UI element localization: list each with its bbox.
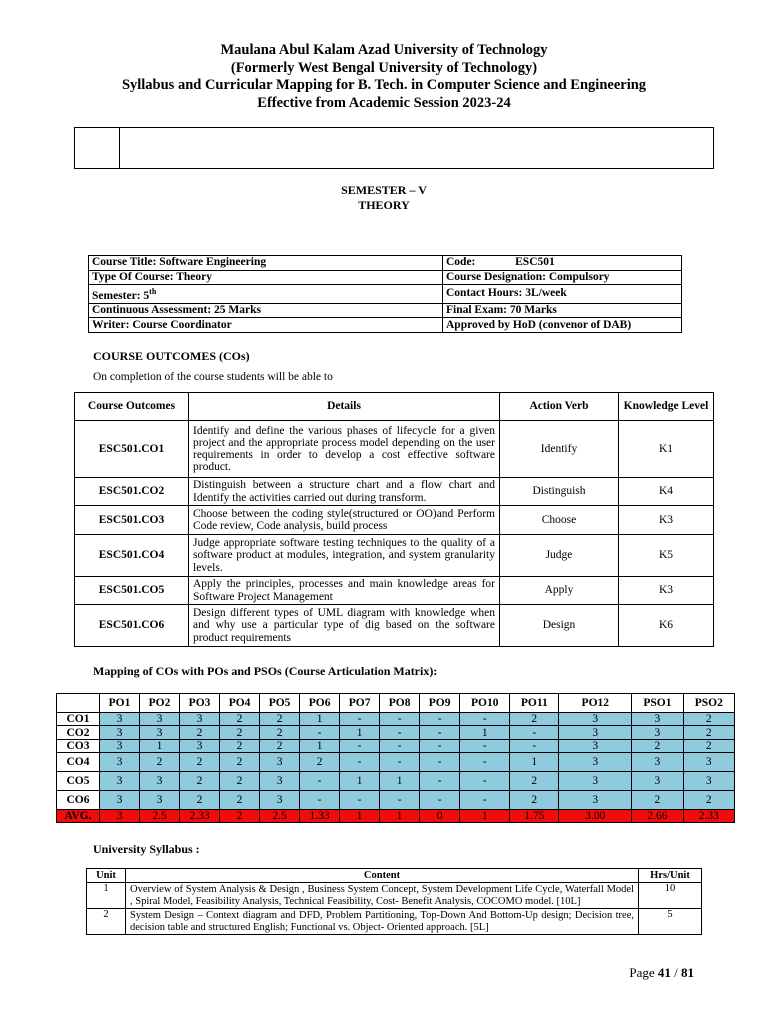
contact-hours: Contact Hours: 3L/week [443,285,682,304]
matrix-cell: 3 [140,713,180,726]
matrix-cell: 3 [100,740,140,753]
matrix-cell: 1 [340,772,380,791]
matrix-cell: 3 [559,713,632,726]
matrix-cell: 3 [100,753,140,772]
col-header: Details [189,393,500,421]
matrix-cell: 2 [220,810,260,823]
page-total: 81 [681,965,694,980]
matrix-cell: 2 [510,713,559,726]
co-details: Distinguish between a structure chart and a flow chart and Identify the activities carried out during transform. [189,478,500,506]
col-header: PO7 [340,694,380,713]
matrix-row-label: CO1 [57,713,100,726]
table-row [87,909,702,935]
matrix-cell: - [300,772,340,791]
co-verb: Identify [500,421,619,478]
unit-hours: 5 [639,909,702,935]
box-divider [119,128,120,168]
matrix-cell: 2 [180,791,220,810]
matrix-cell: - [380,726,420,740]
matrix-cell: 1 [460,726,510,740]
approved-by: Approved by HoD (convenor of DAB) [443,318,682,333]
matrix-cell: 2.5 [140,810,180,823]
table-row [75,421,714,478]
co-details: Apply the principles, processes and main knowledge areas for Software Project Management [189,577,500,605]
matrix-cell: - [510,726,559,740]
table-header-row [75,393,714,421]
page-label: Page [629,965,658,980]
col-header: Course Outcomes [75,393,189,421]
continuous-assessment: Continuous Assessment: 25 Marks [89,303,443,318]
matrix-cell: 1.75 [510,810,559,823]
articulation-matrix [56,693,735,823]
matrix-cell: - [380,791,420,810]
semester-label: SEMESTER – V [341,183,427,197]
matrix-cell: 3 [559,791,632,810]
co-details: Identify and define the various phases of lifecycle for a given project and the appropriate process model depending on the user requirements in order to develop a cost effective software product. [189,421,500,478]
matrix-cell: - [380,753,420,772]
matrix-cell: 3 [632,713,683,726]
university-name: Maulana Abul Kalam Azad University of Technology [220,42,548,58]
matrix-cell: 1 [380,772,420,791]
matrix-row-label: CO2 [57,726,100,740]
matrix-cell: - [460,772,510,791]
matrix-cell: 0 [420,810,460,823]
matrix-cell: 2 [220,726,260,740]
matrix-row-label: CO3 [57,740,100,753]
matrix-body [57,713,735,823]
matrix-cell: 3 [140,726,180,740]
col-header: PO12 [559,694,632,713]
code-value: ESC501 [515,256,555,269]
matrix-cell: 1 [340,726,380,740]
matrix-cell: 3 [180,740,220,753]
course-outcomes-intro: On completion of the course students will be able to [93,371,333,383]
co-code: ESC501.CO4 [75,535,189,577]
matrix-row [57,713,735,726]
table-row [75,478,714,506]
col-header: PSO2 [683,694,734,713]
unit-hours: 10 [639,883,702,909]
course-outcomes-heading: COURSE OUTCOMES (COs) [93,349,250,363]
matrix-cell: 2 [260,726,300,740]
matrix-row-label: AVG. [57,810,100,823]
matrix-corner [57,694,100,713]
course-outcomes-table [74,392,714,647]
matrix-cell: 1.33 [300,810,340,823]
co-details: Design different types of UML diagram with knowledge when and why use a particular type of dig based on the software product requirements [189,605,500,647]
syllabus-heading: University Syllabus : [93,842,200,856]
matrix-cell: 3 [100,791,140,810]
mapping-heading: Mapping of COs with POs and PSOs (Course Articulation Matrix): [93,664,438,678]
matrix-cell: - [460,713,510,726]
matrix-cell: 3 [260,772,300,791]
syllabus-title: Syllabus and Curricular Mapping for B. Tech. in Computer Science and Engineering [121,77,647,93]
co-verb: Distinguish [500,478,619,506]
matrix-cell: 2.5 [260,810,300,823]
course-code-cell [443,256,682,271]
info-row [89,318,682,333]
table-header-row [87,869,702,883]
co-details: Choose between the coding style(structured or OO)and Perform Code review, Code analysis, build process [189,506,500,535]
matrix-cell: 3 [632,753,683,772]
col-header: Hrs/Unit [639,869,702,883]
matrix-cell: 1 [340,810,380,823]
university-former-name: (Formerly West Bengal University of Technology) [230,59,538,76]
co-code: ESC501.CO1 [75,421,189,478]
matrix-cell: 3 [683,753,734,772]
matrix-cell: - [380,740,420,753]
matrix-avg-row [57,810,735,823]
matrix-cell: 2 [300,753,340,772]
matrix-cell: 1 [300,713,340,726]
matrix-cell: - [380,713,420,726]
unit-number: 2 [87,909,126,935]
col-header: PO4 [220,694,260,713]
matrix-cell: - [340,753,380,772]
matrix-cell: - [460,740,510,753]
matrix-row [57,753,735,772]
course-type: Type Of Course: Theory [89,270,443,285]
matrix-cell: 2 [510,772,559,791]
code-label: Code: [446,256,476,269]
matrix-row-label: CO6 [57,791,100,810]
semester-sup: th [149,287,157,296]
info-row [89,270,682,285]
table-row [75,577,714,605]
unit-content: Overview of System Analysis & Design , Business System Concept, System Development Life Cycle, Waterfall Model , Spiral Model, Feasibility Analysis, Technical Feasibility, Cost- Benefit Analysis, COCOMO model. [10L] [126,883,639,909]
col-header: PO2 [140,694,180,713]
matrix-cell: 1 [140,740,180,753]
matrix-cell: 3 [100,713,140,726]
co-code: ESC501.CO3 [75,506,189,535]
co-verb: Judge [500,535,619,577]
col-header: PO3 [180,694,220,713]
matrix-cell: 3.00 [559,810,632,823]
matrix-cell: 2 [510,791,559,810]
col-header: PSO1 [632,694,683,713]
matrix-cell: 2 [632,740,683,753]
co-verb: Design [500,605,619,647]
matrix-cell: 3 [100,772,140,791]
semester-heading [0,183,768,212]
col-header: Action Verb [500,393,619,421]
matrix-cell: 3 [683,772,734,791]
co-details: Judge appropriate software testing techniques to the quality of a software product at modules, integration, and system granularity levels. [189,535,500,577]
matrix-cell: - [420,726,460,740]
syllabus-table [86,868,702,935]
col-header: PO10 [460,694,510,713]
col-header: Content [126,869,639,883]
matrix-cell: - [420,740,460,753]
matrix-cell: 3 [559,772,632,791]
matrix-header-row [57,694,735,713]
matrix-cell: - [340,713,380,726]
co-level: K1 [619,421,714,478]
matrix-cell: 2 [683,713,734,726]
col-header: Knowledge Level [619,393,714,421]
matrix-cell: 2 [180,753,220,772]
col-header: PO8 [380,694,420,713]
matrix-row [57,772,735,791]
matrix-cell: 2 [220,753,260,772]
matrix-cell: 2 [632,791,683,810]
matrix-cell: 2 [180,726,220,740]
matrix-cell: 3 [100,726,140,740]
matrix-cell: 2 [220,740,260,753]
course-title: Course Title: Software Engineering [89,256,443,271]
matrix-row [57,726,735,740]
matrix-cell: 2.33 [683,810,734,823]
unit-content: System Design – Context diagram and DFD, Problem Partitioning, Top-Down And Bottom-Up design; Decision tree, decision table and structured English; Functional vs. Object- Oriented approach. [5L] [126,909,639,935]
matrix-cell: 2 [180,772,220,791]
writer: Writer: Course Coordinator [89,318,443,333]
co-verb: Choose [500,506,619,535]
table-row [75,535,714,577]
info-row [89,303,682,318]
matrix-cell: - [460,753,510,772]
table-row [75,506,714,535]
co-level: K6 [619,605,714,647]
course-designation: Course Designation: Compulsory [443,270,682,285]
matrix-cell: 3 [140,772,180,791]
matrix-cell: - [460,791,510,810]
matrix-cell: 3 [632,726,683,740]
page-number [629,965,694,981]
unit-number: 1 [87,883,126,909]
course-info-table [88,255,682,333]
matrix-cell: 2 [683,740,734,753]
theory-label: THEORY [358,197,410,212]
final-exam: Final Exam: 70 Marks [443,303,682,318]
matrix-cell: 2 [683,726,734,740]
matrix-row [57,791,735,810]
session-line: Effective from Academic Session 2023-24 [257,94,511,111]
matrix-cell: 2 [260,740,300,753]
matrix-cell: 2 [220,772,260,791]
table-row [87,883,702,909]
co-level: K3 [619,506,714,535]
col-header: Unit [87,869,126,883]
matrix-cell: 2 [683,791,734,810]
matrix-cell: - [300,726,340,740]
co-code: ESC501.CO5 [75,577,189,605]
semester-cell [89,285,443,304]
matrix-row-label: CO5 [57,772,100,791]
col-header: PO5 [260,694,300,713]
page-current: 41 [657,965,671,980]
table-row [75,605,714,647]
matrix-cell: 1 [460,810,510,823]
co-level: K4 [619,478,714,506]
info-row [89,285,682,304]
col-header: PO9 [420,694,460,713]
matrix-cell: 3 [180,713,220,726]
matrix-cell: 3 [100,810,140,823]
matrix-cell: 3 [140,791,180,810]
page-separator: / [670,965,681,980]
matrix-cell: 2.66 [632,810,683,823]
co-code: ESC501.CO6 [75,605,189,647]
matrix-cell: - [510,740,559,753]
matrix-cell: - [420,753,460,772]
matrix-cell: - [420,772,460,791]
matrix-cell: 1 [510,753,559,772]
col-header: PO6 [300,694,340,713]
empty-header-box [74,127,714,169]
matrix-cell: 1 [300,740,340,753]
matrix-cell: 2.33 [180,810,220,823]
matrix-cell: 2 [220,713,260,726]
co-level: K5 [619,535,714,577]
matrix-cell: 3 [559,726,632,740]
co-code: ESC501.CO2 [75,478,189,506]
matrix-cell: 2 [220,791,260,810]
matrix-cell: 3 [632,772,683,791]
matrix-cell: - [340,740,380,753]
matrix-cell: 3 [260,791,300,810]
matrix-cell: - [340,791,380,810]
info-row [89,256,682,271]
matrix-cell: - [420,713,460,726]
matrix-cell: 2 [140,753,180,772]
document-header [0,42,768,112]
matrix-row-label: CO4 [57,753,100,772]
col-header: PO1 [100,694,140,713]
matrix-cell: 3 [260,753,300,772]
matrix-cell: 1 [380,810,420,823]
matrix-cell: 3 [559,740,632,753]
matrix-cell: - [420,791,460,810]
col-header: PO11 [510,694,559,713]
matrix-row [57,740,735,753]
co-verb: Apply [500,577,619,605]
matrix-cell: 2 [260,713,300,726]
matrix-cell: - [300,791,340,810]
co-level: K3 [619,577,714,605]
matrix-cell: 3 [559,753,632,772]
semester-value: Semester: 5 [92,289,150,302]
